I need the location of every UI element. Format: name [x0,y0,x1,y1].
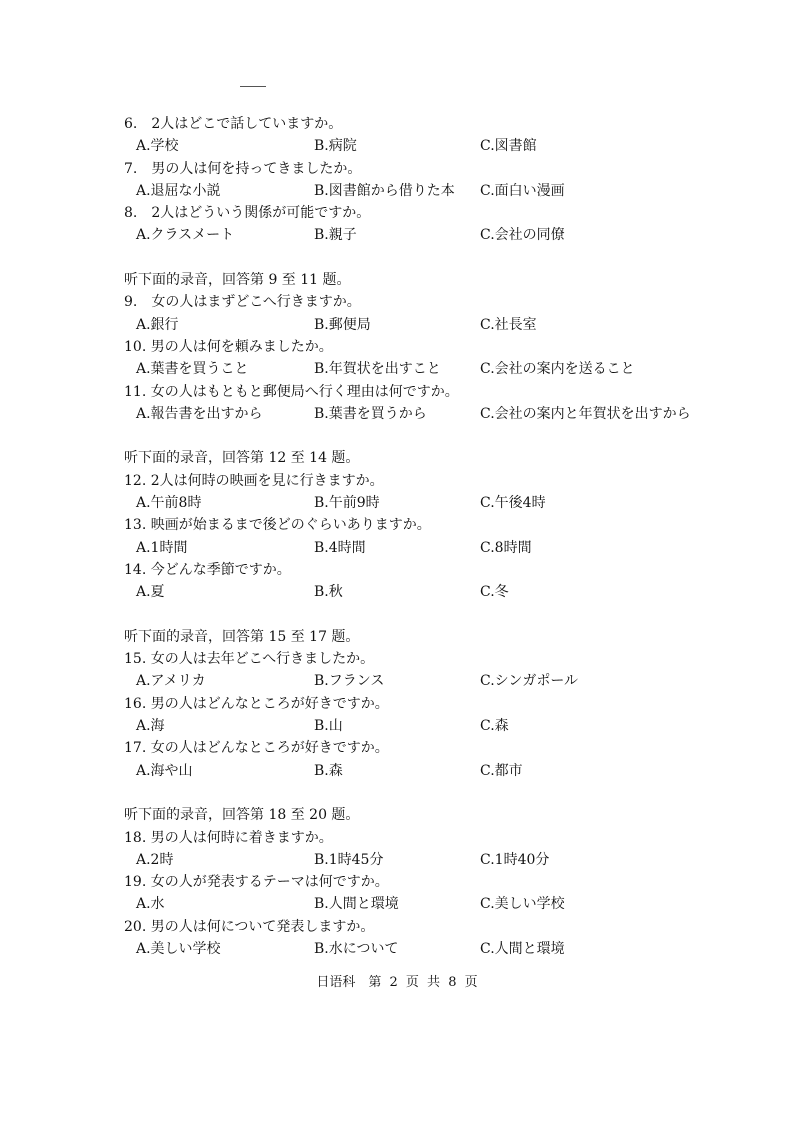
question-text: 16. 男の人はどんなところが好きですか。 [124,695,389,712]
option-b: B.図書館から借りた本 [314,182,455,199]
section-instruction: 听下面的录音，回答第 12 至 14 题。 [124,450,360,467]
option-a: A.午前8時 [136,495,202,512]
option-b: B.人間と環境 [314,896,399,913]
section-gap [124,425,724,447]
option-a: A.アメリカ [136,673,206,690]
option-c: C.会社の案内を送ること [480,361,635,378]
option-b: B.秋 [314,584,343,601]
question-text: 14. 今どんな季節ですか。 [124,561,291,578]
answer-options [124,314,724,336]
answer-options [124,893,724,915]
answer-options [124,135,724,157]
option-a: A.銀行 [136,316,179,333]
option-a: A.退屈な小説 [136,182,221,199]
option-b: B.森 [314,762,343,779]
question-text: 12. 2人は何時の映画を見に行きますか。 [124,472,384,489]
option-a: A.海 [136,718,165,735]
answer-options [124,358,724,380]
answer-options [124,224,724,246]
option-a: A.1時間 [136,539,188,556]
option-b: B.1時45分 [314,851,384,868]
option-c: C.1時40分 [480,851,550,868]
option-c: C.冬 [480,584,509,601]
option-c: C.人間と環境 [480,940,565,957]
option-b: B.午前9時 [314,495,380,512]
section-instruction: 听下面的录音，回答第 18 至 20 题。 [124,807,360,824]
section-instruction: 听下面的录音，回答第 15 至 17 题。 [124,628,360,645]
question-list [124,113,724,960]
option-b: B.病院 [314,138,357,155]
question-text: 13. 映画が始まるまで後どのぐらいありますか。 [124,517,431,534]
option-a: A.クラスメート [136,227,235,244]
option-b: B.水について [314,940,399,957]
section-gap [124,604,724,626]
option-c: C.8時間 [480,539,532,556]
answer-options [124,849,724,871]
option-b: B.葉書を買うから [314,405,427,422]
option-c: C.都市 [480,762,523,779]
question-text: 17. 女の人はどんなところが好きですか。 [124,740,389,757]
answer-options [124,760,724,782]
option-a: A.2時 [136,851,174,868]
answer-options [124,581,724,603]
option-a: A.報告書を出すから [136,405,263,422]
section-instruction: 听下面的录音，回答第 9 至 11 题。 [124,272,351,289]
answer-options [124,403,724,425]
answer-options [124,670,724,692]
option-b: B.年賀状を出すこと [314,361,441,378]
question-text: 10. 男の人は何を頼みましたか。 [124,338,333,355]
answer-options [124,938,724,960]
option-c: C.森 [480,718,509,735]
option-b: B.4時間 [314,539,366,556]
question-text: 19. 女の人が発表するテーマは何ですか。 [124,874,389,891]
option-c: C.会社の案内と年賀状を出すから [480,405,691,422]
page-footer: 日语科 第 2 页 共 8 页 [316,975,478,990]
question-text: 20. 男の人は何について発表しますか。 [124,918,375,935]
question-text: 15. 女の人は去年どこへ行きましたか。 [124,651,375,668]
answer-options [124,715,724,737]
option-a: A.学校 [136,138,179,155]
option-c: C.シンガポール [480,673,579,690]
option-b: B.山 [314,718,343,735]
option-a: A.美しい学校 [136,940,221,957]
option-c: C.美しい学校 [480,896,565,913]
option-b: B.親子 [314,227,357,244]
option-a: A.葉書を買うこと [136,361,249,378]
option-c: C.社長室 [480,316,537,333]
option-c: C.午後4時 [480,495,546,512]
section-gap [124,247,724,269]
question-text: 11. 女の人はもともと郵便局へ行く理由は何ですか。 [124,383,459,400]
option-c: C.図書館 [480,138,537,155]
scan-mark [240,86,266,87]
option-c: C.面白い漫画 [480,182,565,199]
question-text: 9. 女の人はまずどこへ行きますか。 [124,294,361,311]
question-text: 18. 男の人は何時に着きますか。 [124,829,333,846]
question-text: 6. 2人はどこで話していますか。 [124,116,343,132]
answer-options [124,180,724,202]
option-b: B.郵便局 [314,316,371,333]
option-a: A.海や山 [136,762,193,779]
answer-options [124,492,724,514]
option-b: B.フランス [314,673,385,690]
section-gap [124,782,724,804]
answer-options [124,537,724,559]
question-text: 7. 男の人は何を持ってきましたか。 [124,160,362,177]
question-text: 8. 2人はどういう関係が可能ですか。 [124,205,371,222]
option-a: A.水 [136,896,165,913]
option-c: C.会社の同僚 [480,227,565,244]
option-a: A.夏 [136,584,165,601]
